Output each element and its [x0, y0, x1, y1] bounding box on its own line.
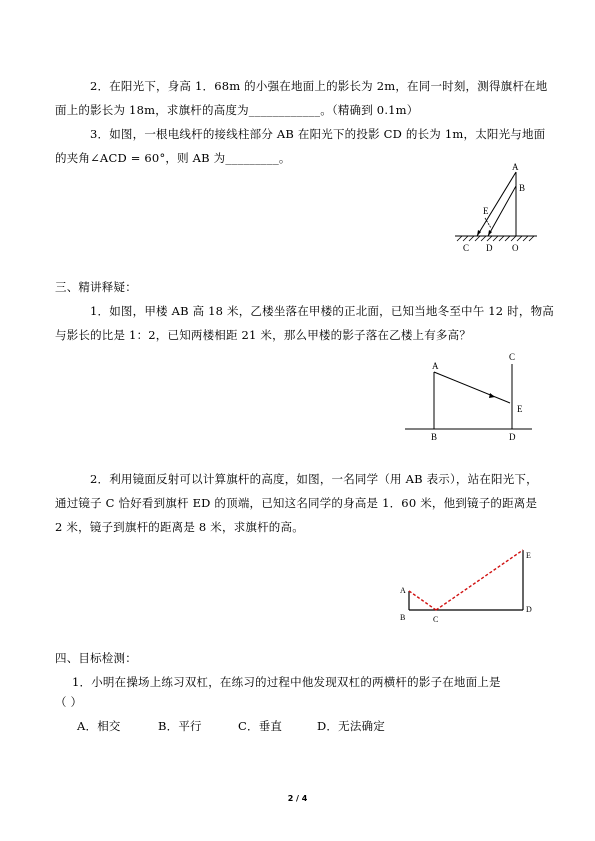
figure-two-buildings	[400, 350, 540, 445]
fig2-label-d: D	[509, 432, 516, 442]
page-number: 2 / 4	[287, 794, 308, 803]
test1-line-2: （ ）	[55, 695, 83, 709]
figure-mirror-reflection	[395, 540, 540, 630]
fig2-label-b: B	[431, 432, 438, 442]
fig1-label-e: E	[483, 206, 489, 216]
fig1-label-o: O	[512, 243, 519, 253]
ex2-line-1: 2．利用镜面反射可以计算旗杆的高度，如图，一名同学（用 AB 表示），站在阳光下，	[90, 472, 538, 486]
ex2-line-2: 通过镜子 C 恰好看到旗杆 ED 的顶端，已知这名同学的身高是 1．60 米，他到镜子的距离是	[55, 496, 538, 510]
fig1-label-a: A	[512, 162, 519, 172]
fig3-label-d: D	[526, 605, 532, 614]
ex2-line-3: 2 米，镜子到旗杆的距离是 8 米，求旗杆的高。	[55, 520, 304, 534]
q2-line-2: 面上的影长为 18m，求旗杆的高度为____________。（精确到 0.1m）	[55, 103, 419, 117]
fig2-label-e: E	[517, 404, 523, 414]
figure-utility-pole	[445, 158, 545, 258]
q3-line-2: 的夹角∠ACD = 60°，则 AB 为_________。	[55, 151, 291, 165]
fig3-label-b: B	[400, 613, 406, 622]
fig1-label-b: B	[519, 183, 526, 193]
fig3-label-e: E	[526, 551, 531, 560]
ex1-line-1: 1．如图，甲楼 AB 高 18 米，乙楼坐落在甲楼的正北面，已知当地冬至中午 12 时，物高	[90, 304, 554, 318]
fig2-label-a: A	[432, 361, 439, 371]
fig2-label-c: C	[509, 352, 516, 362]
section-3-heading: 三、精讲释疑：	[55, 280, 137, 294]
q2-line-1: 2．在阳光下，身高 1．68m 的小强在地面上的影长为 2m，在同一时刻，测得旗杆在地	[90, 79, 548, 93]
section-4-heading: 四、目标检测：	[55, 651, 137, 665]
test1-line-1: 1．小明在操场上练习双杠，在练习的过程中他发现双杠的两横杆的影子在地面上是	[72, 675, 501, 689]
q3-line-1: 3．如图，一根电线杆的接线柱部分 AB 在阳光下的投影 CD 的长为 1m，太阳光与地面	[90, 127, 546, 141]
fig1-label-d: D	[486, 243, 493, 253]
ex1-line-2: 与影长的比是 1：2，已知两楼相距 21 米，那么甲楼的影子落在乙楼上有多高？	[55, 328, 472, 342]
test1-option-a: A．相交	[77, 719, 121, 733]
fig1-label-c: C	[463, 243, 470, 253]
test1-option-b: B．平行	[158, 719, 202, 733]
fig3-label-a: A	[400, 586, 406, 595]
test1-option-c: C．垂直	[238, 719, 283, 733]
test1-option-d: D．无法确定	[317, 719, 385, 733]
fig3-label-c: C	[433, 615, 439, 624]
